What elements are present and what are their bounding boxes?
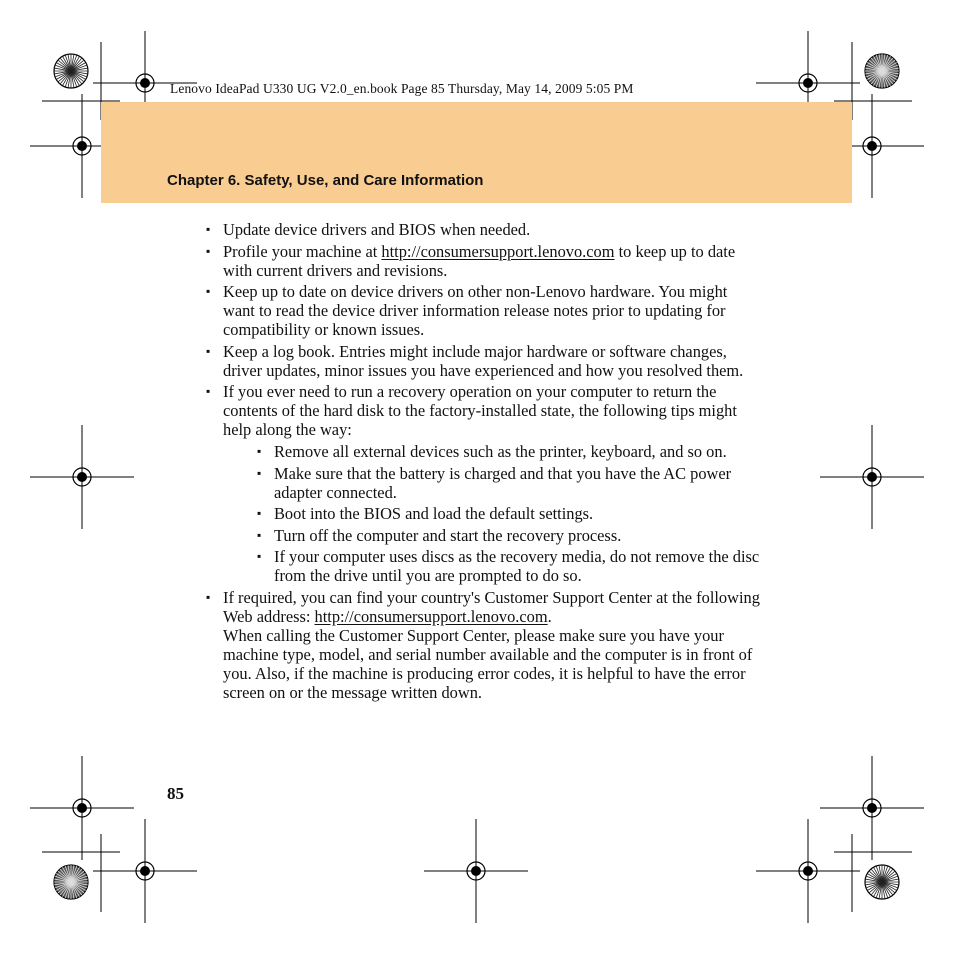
support-link[interactable]: http://consumersupport.lenovo.com [381, 241, 615, 261]
recovery-tips-list [223, 442, 763, 585]
sub-list-item: ▪ Turn off the computer and start the recovery process. [274, 526, 763, 545]
list-item: ▪ Update device drivers and BIOS when needed. [223, 220, 763, 239]
color-target-mark [865, 865, 899, 899]
list-item: ▪ Profile your machine at http://consumersupport.lenovo.com to keep up to date with current drivers and revisions. [223, 242, 763, 280]
sub-list-item: ▪ Make sure that the battery is charged and that you have the AC power adapter connected. [274, 464, 763, 502]
sub-list-item: ▪ Boot into the BIOS and load the default settings. [274, 504, 763, 523]
support-link[interactable]: http://consumersupport.lenovo.com [314, 606, 548, 626]
sub-list-item: ▪ If your computer uses discs as the recovery media, do not remove the disc from the drive until you are prompted to do so. [274, 547, 763, 585]
registration-mark [424, 819, 528, 923]
color-target-mark [54, 865, 88, 899]
color-target-mark [54, 54, 88, 88]
registration-mark [820, 756, 924, 860]
page-number: 85 [167, 784, 184, 803]
main-content [223, 220, 763, 705]
list-item: ▪ Keep up to date on device drivers on other non-Lenovo hardware. You might want to read the device driver information release notes prior to updating for compatibility or known issues. [223, 282, 763, 339]
registration-mark [820, 425, 924, 529]
sub-list-item: ▪ Remove all external devices such as the printer, keyboard, and so on. [274, 442, 763, 461]
chapter-title: Chapter 6. Safety, Use, and Care Information [167, 172, 484, 189]
list-item: ▪ If you ever need to run a recovery operation on your computer to return the contents of the hard disk to the factory-installed state, the following tips might help along the way: ▪ Remove all external devices such as the printer, keyboard, and so on. ▪ Make sure that the battery is charged and that you have the AC power adapter connected. ▪ Boot into the BIOS and load the default settings. ▪ Turn off the computer and start the recovery process. ▪ If your computer uses discs as the recovery media, do not remove the disc from the drive until you are prompted to do so. [223, 382, 763, 585]
registration-mark [756, 819, 860, 923]
color-target-mark [865, 54, 899, 88]
registration-mark [30, 425, 134, 529]
tips-list [223, 220, 763, 702]
list-item: ▪ If required, you can find your country's Customer Support Center at the following Web address: http://consumersupport.lenovo.com. When calling the Customer Support Center, please make sure you have your machine type, model, and serial number available and the computer is in front of you. Also, if the machine is producing error codes, it is helpful to have the error screen on or the message written down. [223, 588, 763, 702]
book-info-line: Lenovo IdeaPad U330 UG V2.0_en.book Page 85 Thursday, May 14, 2009 5:05 PM [170, 81, 634, 96]
registration-mark [30, 756, 134, 860]
registration-mark [93, 819, 197, 923]
list-item: ▪ Keep a log book. Entries might include major hardware or software changes, driver updates, minor issues you have experienced and how you resolved them. [223, 342, 763, 380]
